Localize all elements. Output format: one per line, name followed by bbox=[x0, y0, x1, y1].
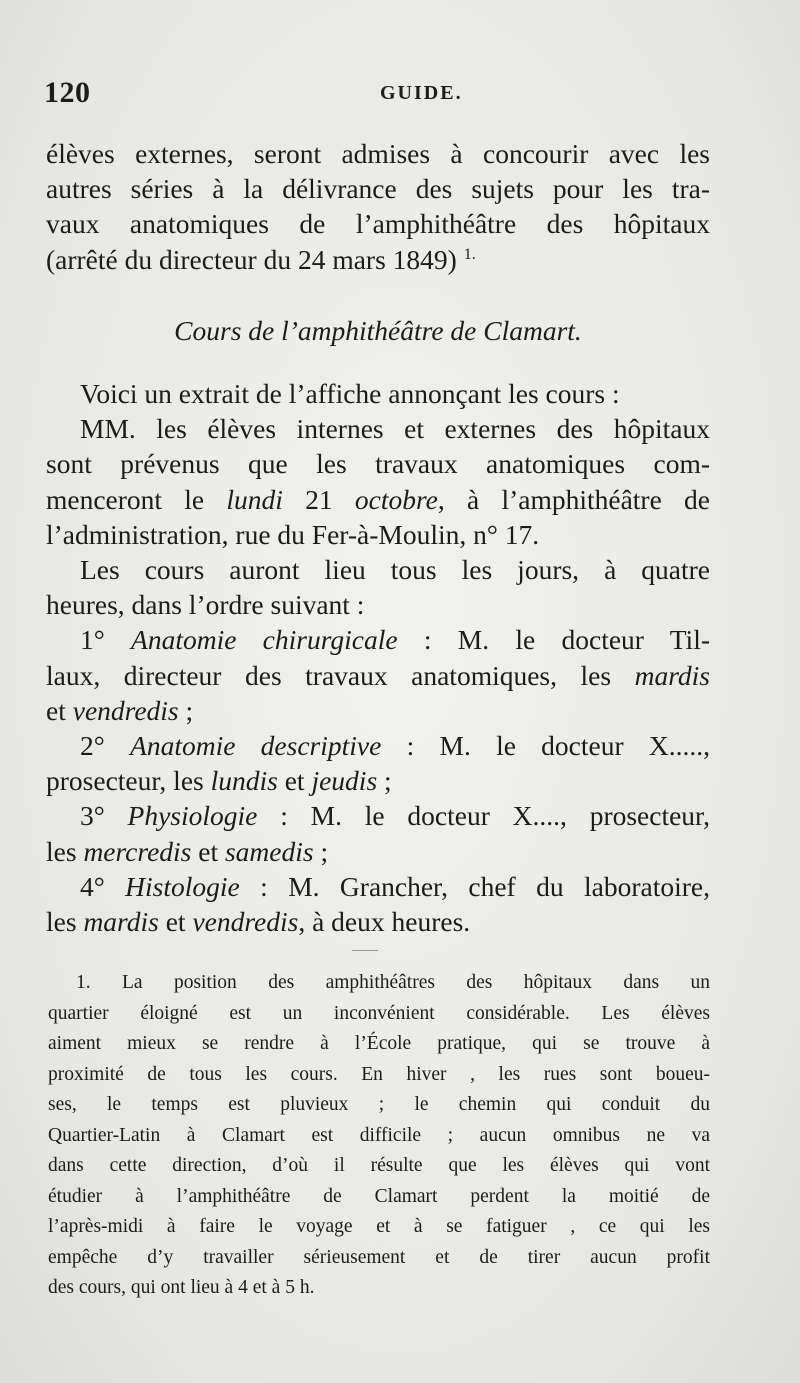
course-subject: Anatomie descriptive bbox=[130, 730, 382, 762]
text-line: MM. les élèves internes et externes des hôpitaux bbox=[80, 413, 710, 445]
course-subject: Histologie bbox=[125, 870, 240, 902]
footnote-line: des cours, qui ont lieu à 4 et à 5 h. bbox=[48, 1277, 315, 1298]
page-number: 120 bbox=[44, 76, 91, 109]
text-fragment: menceront le bbox=[46, 483, 227, 515]
footnote-line: l’après-midi à faire le voyage et à se fatiguer , ce qui les bbox=[48, 1216, 710, 1237]
italic-month: octobre bbox=[354, 483, 438, 515]
course-subject: Anatomie chirurgicale bbox=[131, 624, 398, 656]
running-title: GUIDE. bbox=[380, 82, 463, 104]
text-fragment: (arrêté du directeur du 24 mars 1849) bbox=[46, 243, 457, 275]
italic-day: vendredis bbox=[72, 694, 179, 726]
footnote-line: dans cette direction, d’où il résulte que les élèves qui vont bbox=[48, 1155, 710, 1176]
text-line bbox=[46, 658, 710, 693]
course-item-3 bbox=[46, 798, 710, 833]
text-line: élèves externes, seront admises à concourir avec les bbox=[46, 138, 710, 169]
text-line: heures, dans l’ordre suivant : bbox=[46, 589, 365, 621]
text-fragment: et bbox=[191, 835, 225, 867]
italic-day: lundi bbox=[226, 483, 283, 515]
text-fragment: ; bbox=[178, 694, 194, 726]
text-fragment: et bbox=[277, 765, 312, 797]
text-fragment: , à deux heures. bbox=[298, 906, 471, 938]
course-item-2 bbox=[46, 728, 710, 763]
text-fragment: laux, directeur des travaux anatomiques, les bbox=[46, 659, 635, 691]
footnote-line: Quartier-Latin à Clamart est difficile ; aucun omnibus ne va bbox=[48, 1124, 710, 1146]
text-fragment: : M. le docteur Til- bbox=[397, 624, 710, 656]
footnote-separator bbox=[352, 950, 378, 951]
text-line: Les cours auront lieu tous les jours, à quatre bbox=[80, 554, 710, 586]
running-head bbox=[44, 76, 760, 116]
text-line: vaux anatomiques de l’amphithéâtre des hôpitaux bbox=[46, 208, 710, 240]
text-line: l’administration, rue du Fer-à-Moulin, n° 17. bbox=[46, 518, 540, 550]
footnote-line: 1. La position des amphithéâtres des hôpitaux dans un bbox=[76, 972, 710, 993]
text-line bbox=[46, 693, 710, 728]
footnote bbox=[48, 968, 710, 1304]
text-line: autres séries à la délivrance des sujets pour les tra- bbox=[46, 173, 710, 205]
footnote-line: proximité de tous les cours. En hiver , les rues sont boueu- bbox=[48, 1063, 710, 1085]
footnote-line: quartier éloigné est un inconvénient considérable. Les élèves bbox=[48, 1002, 710, 1024]
main-text bbox=[46, 136, 710, 939]
text-fragment: 21 bbox=[282, 483, 355, 515]
text-fragment: et bbox=[158, 906, 193, 938]
text-fragment: , à l’amphithéâtre de bbox=[437, 483, 710, 515]
italic-day: vendredis bbox=[192, 906, 299, 938]
text-line bbox=[46, 904, 710, 939]
text-fragment: prosecteur, les bbox=[46, 765, 211, 797]
footnote-line: étudier à l’amphithéâtre de Clamart perdent la moitié de bbox=[48, 1185, 710, 1207]
text-fragment: et bbox=[46, 694, 73, 726]
text-line bbox=[46, 763, 710, 798]
text-line bbox=[46, 834, 710, 869]
text-fragment: : M. Grancher, chef du laboratoire, bbox=[239, 870, 710, 902]
text-fragment: les bbox=[46, 906, 84, 938]
footnote-reference: 1. bbox=[463, 245, 476, 263]
italic-day: jeudis bbox=[311, 765, 378, 797]
section-heading: Cours de l’amphithéâtre de Clamart. bbox=[174, 314, 582, 346]
course-item-4 bbox=[46, 869, 710, 904]
item-number: 2° bbox=[80, 730, 131, 762]
item-number: 1° bbox=[80, 624, 132, 656]
course-subject: Physiologie bbox=[127, 800, 258, 832]
item-number: 3° bbox=[80, 800, 128, 832]
italic-day: samedis bbox=[224, 835, 314, 867]
footnote-line: ses, le temps est pluvieux ; le chemin qui conduit du bbox=[48, 1094, 710, 1115]
italic-day: mardis bbox=[634, 659, 710, 691]
footnote-line: empêche d’y travailler sérieusement et de tirer aucun profit bbox=[48, 1246, 710, 1268]
footnote-line: aiment mieux se rendre à l’École pratique, qui se trouve à bbox=[48, 1033, 710, 1054]
item-number: 4° bbox=[80, 870, 126, 902]
course-item-1 bbox=[46, 622, 710, 657]
text-fragment: les bbox=[46, 835, 84, 867]
text-line bbox=[46, 482, 710, 517]
text-line: Voici un extrait de l’affiche annonçant les cours : bbox=[80, 378, 620, 410]
text-line: sont prévenus que les travaux anatomiques com- bbox=[46, 448, 710, 480]
text-line bbox=[46, 242, 710, 277]
text-fragment: : M. le docteur X...., prosecteur, bbox=[257, 800, 710, 832]
text-fragment: ; bbox=[313, 835, 329, 867]
italic-day: mercredis bbox=[83, 835, 192, 867]
italic-day: lundis bbox=[210, 765, 278, 797]
text-fragment: ; bbox=[377, 765, 392, 797]
italic-day: mardis bbox=[83, 906, 159, 938]
text-fragment: : M. le docteur X....., bbox=[381, 730, 711, 762]
